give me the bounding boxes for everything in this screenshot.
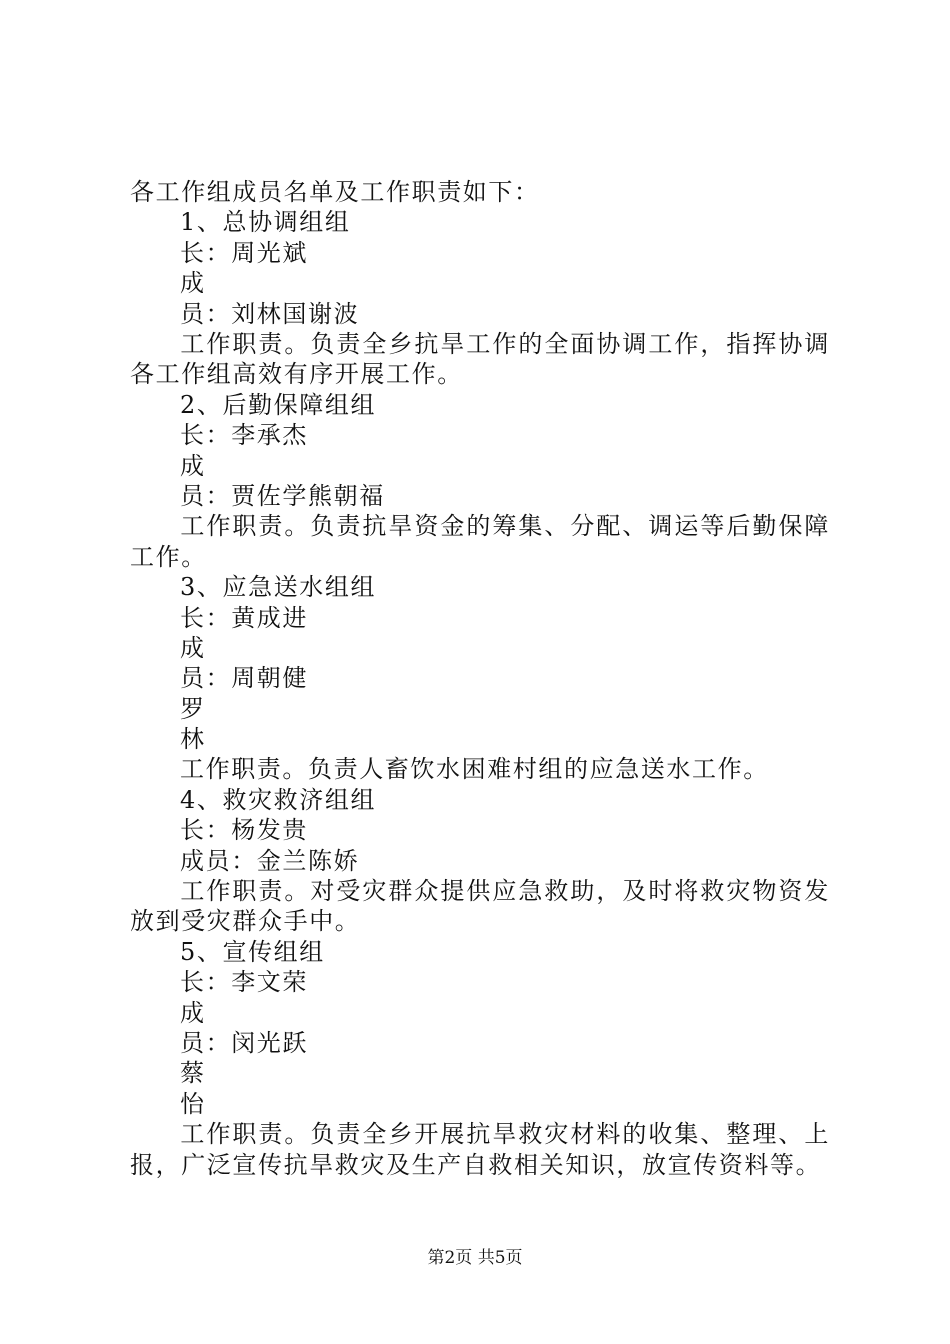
group-leader: 长：周光斌 — [180, 238, 308, 267]
group-members-line: 成 — [180, 451, 206, 480]
group-duty — [130, 754, 830, 784]
group-duty-text: 工作职责。负责抗旱资金的筹集、分配、调运等后勤保障工作。 — [130, 512, 830, 571]
group-members-line: 成员：金兰陈娇 — [180, 846, 360, 875]
group-members-line: 罗 — [180, 694, 206, 723]
group-members-line: 成 — [180, 998, 206, 1027]
group-members-line: 成 — [180, 269, 206, 298]
group-members-line: 成 — [180, 633, 206, 662]
group-section — [130, 785, 830, 937]
group-members-line: 员：周朝健 — [180, 664, 308, 693]
group-section — [130, 390, 830, 572]
group-section — [130, 937, 830, 1180]
group-heading: 3、应急送水组组 — [180, 573, 377, 602]
group-heading: 2、后勤保障组组 — [180, 390, 377, 419]
group-section — [130, 207, 830, 389]
group-members-line: 员：闵光跃 — [180, 1029, 308, 1058]
group-leader: 长：李文荣 — [180, 968, 308, 997]
group-heading: 1、总协调组组 — [180, 208, 351, 237]
group-duty-text: 工作职责。负责全乡开展抗旱救灾材料的收集、整理、上报，广泛宣传抗旱救灾及生产自救相关知识，放宣传资料等。 — [130, 1120, 830, 1179]
group-heading: 5、宣传组组 — [180, 937, 325, 966]
group-duty — [130, 511, 830, 572]
group-section — [130, 572, 830, 785]
group-duty-text: 工作职责。对受灾群众提供应急救助，及时将救灾物资发放到受灾群众手中。 — [130, 877, 830, 936]
group-heading: 4、救灾救济组组 — [180, 785, 377, 814]
page-footer: 第2页 共5页 — [427, 1248, 523, 1268]
group-members-line: 林 — [180, 725, 206, 754]
group-leader: 长：李承杰 — [180, 421, 308, 450]
group-duty-text: 工作职责。负责全乡抗旱工作的全面协调工作，指挥协调各工作组高效有序开展工作。 — [130, 329, 830, 389]
group-leader: 长：黄成进 — [180, 603, 308, 632]
group-members-line: 员：贾佐学熊朝福 — [180, 481, 385, 510]
group-duty — [130, 876, 830, 937]
group-duty — [130, 1119, 830, 1180]
group-members-line: 蔡 — [180, 1059, 206, 1088]
document-body — [130, 177, 830, 1180]
group-members-line: 员：刘林国谢波 — [180, 299, 360, 328]
group-members-line: 怡 — [180, 1089, 206, 1118]
group-duty — [130, 329, 830, 390]
intro-line: 各工作组成员名单及工作职责如下： — [130, 178, 540, 206]
group-leader: 长：杨发贵 — [180, 816, 308, 845]
group-duty-text: 工作职责。负责人畜饮水困难村组的应急送水工作。 — [180, 755, 769, 784]
